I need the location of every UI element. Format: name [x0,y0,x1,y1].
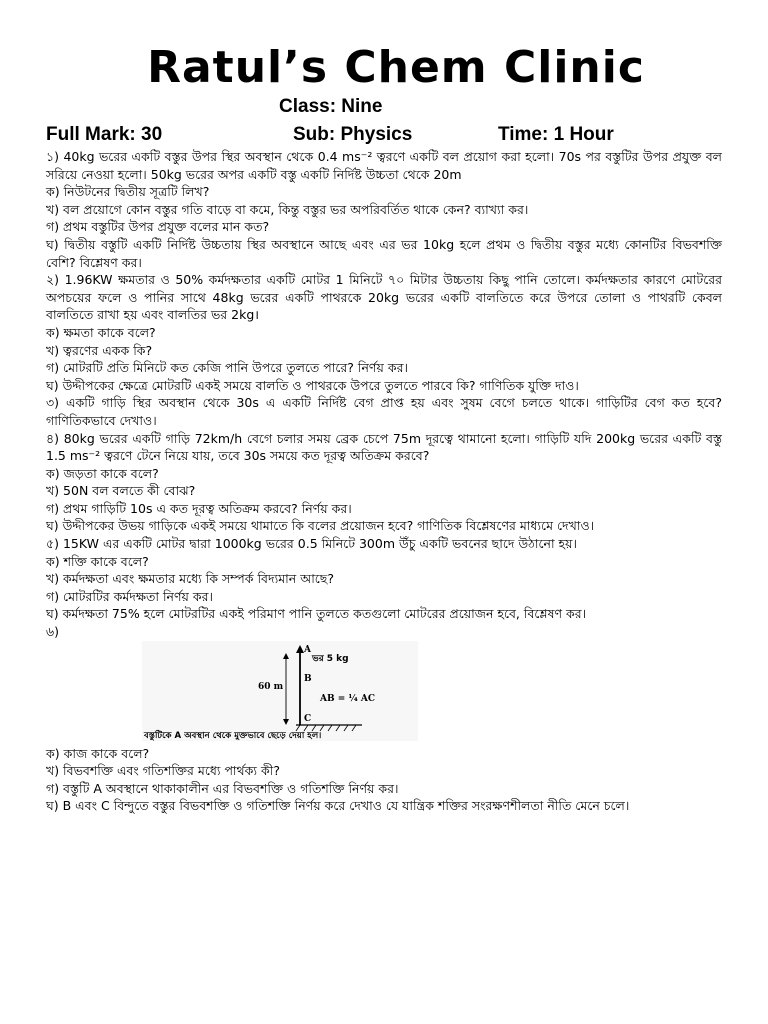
figure-caption: বস্তুটিকে A অবস্থান থেকে মুক্তভাবে ছেড়ে দেয়া হল। [144,730,322,741]
question-line: ঘ) B এবং C বিন্দুতে বস্তুর বিভবশক্তি ও গতিশক্তি নির্ণয় করে দেখাও যে যান্ত্রিক শক্তির সংরক্ষণশীলতা নীতি মেনে চলে। [46,798,630,814]
question-line: খ) ত্বরণের একক কি? [46,342,153,358]
figure-container [46,641,722,745]
question-line: গ) প্রথম গাড়িটি 10s এ কত দূরত্ব অতিক্রম করবে? নির্ণয় কর। [46,500,352,516]
question-line: খ) বিভবশক্তি এবং গতিশক্তির মধ্যে পার্থক্য কী? [46,763,280,779]
question-line: ক) নিউটনের দ্বিতীয় সূত্রটি লিখ? [46,184,210,200]
label-c: C [304,713,312,724]
time: Time: 1 Hour [498,124,614,145]
question-line: ১) 40kg ভরের একটি বস্তুর উপর স্থির অবস্থান থেকে 0.4 ms⁻² ত্বরণে একটি বল প্রয়োগ করা হলো। 70s পর বস্তুটির উপর প্রযুক্ত বল সরিয়ে নেওয়া হলো। 50kg ভরের অপর একটি বস্তু একটি নির্দিষ্ট উচ্চতা থেকে 20m [46,149,722,182]
question-line: ক) শক্তি কাকে বলে? [46,553,149,569]
question-line: ক) কাজ কাকে বলে? [46,745,150,761]
full-mark: Full Mark: 30 [46,124,163,145]
question-line: খ) কর্মদক্ষতা এবং ক্ষমতার মধ্যে কি সম্পর্ক বিদ্যমান আছে? [46,571,335,587]
question-line: ঘ) উদ্দীপকের উভয় গাড়িকে একই সময়ে থামাতে কি বলের প্রয়োজন হবে? গাণিতিক বিশ্লেষণের মাধ্যমে দেখাও। [46,518,595,534]
label-b: B [304,673,312,684]
question-line: খ) 50N বল বলতে কী বোঝ? [46,483,196,499]
question-line: ঘ) উদ্দীপকের ক্ষেত্রে মোটরটি একই সময়ে বালতি ও পাথরকে উপরে তুলতে পারবে কি? গাণিতিক যুক্তি দাও। [46,377,579,393]
free-fall-diagram [142,641,418,741]
subject: Sub: Physics [293,124,413,145]
exam-meta-row [46,124,722,148]
class-line: Class: Nine [279,96,383,117]
clinic-title: Ratul’s Chem Clinic [147,42,645,93]
height-label: 60 m [258,681,284,692]
question-line: গ) মোটরটি প্রতি মিনিটে কত কেজি পানি উপরে তুলতে পারে? নির্ণয় কর। [46,360,408,376]
question-line: খ) বল প্রয়োগে কোন বস্তুর গতি বাড়ে বা কমে, কিন্তু বস্তুর ভর অপরিবর্তিত থাকে কেন? ব্যাখ্যা কর। [46,201,529,217]
question-line: ঘ) কর্মদক্ষতা 75% হলে মোটরটির একই পরিমাণ পানি তুলতে কতগুলো মোটরের প্রয়োজন হবে, বিশ্লেষণ কর। [46,606,587,622]
question-line: ৩) একটি গাড়ি স্থির অবস্থান থেকে 30s এ একটি নির্দিষ্ট বেগ প্রাপ্ত হয় এবং সুষম বেগে চলতে থাকে। গাড়িটির বেগ কত হবে? গাণিতিকভাবে দেখাও। [46,395,722,428]
question-line: গ) বস্তুটি A অবস্থানে থাকাকালীন এর বিভবশক্তি ও গতিশক্তি নির্ণয় কর। [46,780,399,796]
question-line: ঘ) দ্বিতীয় বস্তুটি একটি নির্দিষ্ট উচ্চতায় স্থির অবস্থানে আছে এবং এর ভর 10kg হলে প্রথম ও দ্বিতীয় বস্তুর মধ্যে কোনটির বিভবশক্তি বেশি? বিশ্লেষণ কর। [46,236,722,270]
question-line: গ) মোটরটির কর্মদক্ষতা নির্ণয় কর। [46,588,213,604]
question-line: ক) ক্ষমতা কাকে বলে? [46,324,156,340]
question-line: ক) জড়তা কাকে বলে? [46,465,159,481]
question-body [46,148,722,815]
question-line: ৫) 15KW এর একটি মোটর দ্বারা 1000kg ভরের 0.5 মিনিটে 300m উঁচু একটি ভবনের ছাদে উঠানো হয়। [46,536,577,552]
relation-label: AB = ¼ AC [320,693,376,704]
question-line: ৬) [46,624,60,640]
label-a: A [304,644,311,655]
question-line: গ) প্রথম বস্তুটির উপর প্রযুক্ত বলের মান কত? [46,219,270,235]
question-line: ৪) 80kg ভরের একটি গাড়ি 72km/h বেগে চলার সময় ব্রেক চেপে 75m দূরত্বে থামানো হলো। গাড়িটি যদি 200kg ভরের একটি বস্তু 1.5 ms⁻² ত্বরণে টেনে নিয়ে যায়, তবে 30s সময়ে কত দূরত্ব অতিক্রম করবে? [46,430,722,464]
question-line: ২) 1.96KW ক্ষমতার ও 50% কর্মদক্ষতার একটি মোটর 1 মিনিটে ৭০ মিটার উচ্চতায় কিছু পানি তোলে। কর্মদক্ষতার কারণে মোটরের অপচয়ের ফলে ও পানির সাথে 48kg ভরের একটি পাথরকে 20kg ভরের একটি বালতিতে করে উপরে তোলা ও পাথরটি কেবল বালতিতে রাখা হয় এবং বালতির ভর 2kg। [46,272,722,323]
mass-label: ভর 5 kg [312,653,349,664]
